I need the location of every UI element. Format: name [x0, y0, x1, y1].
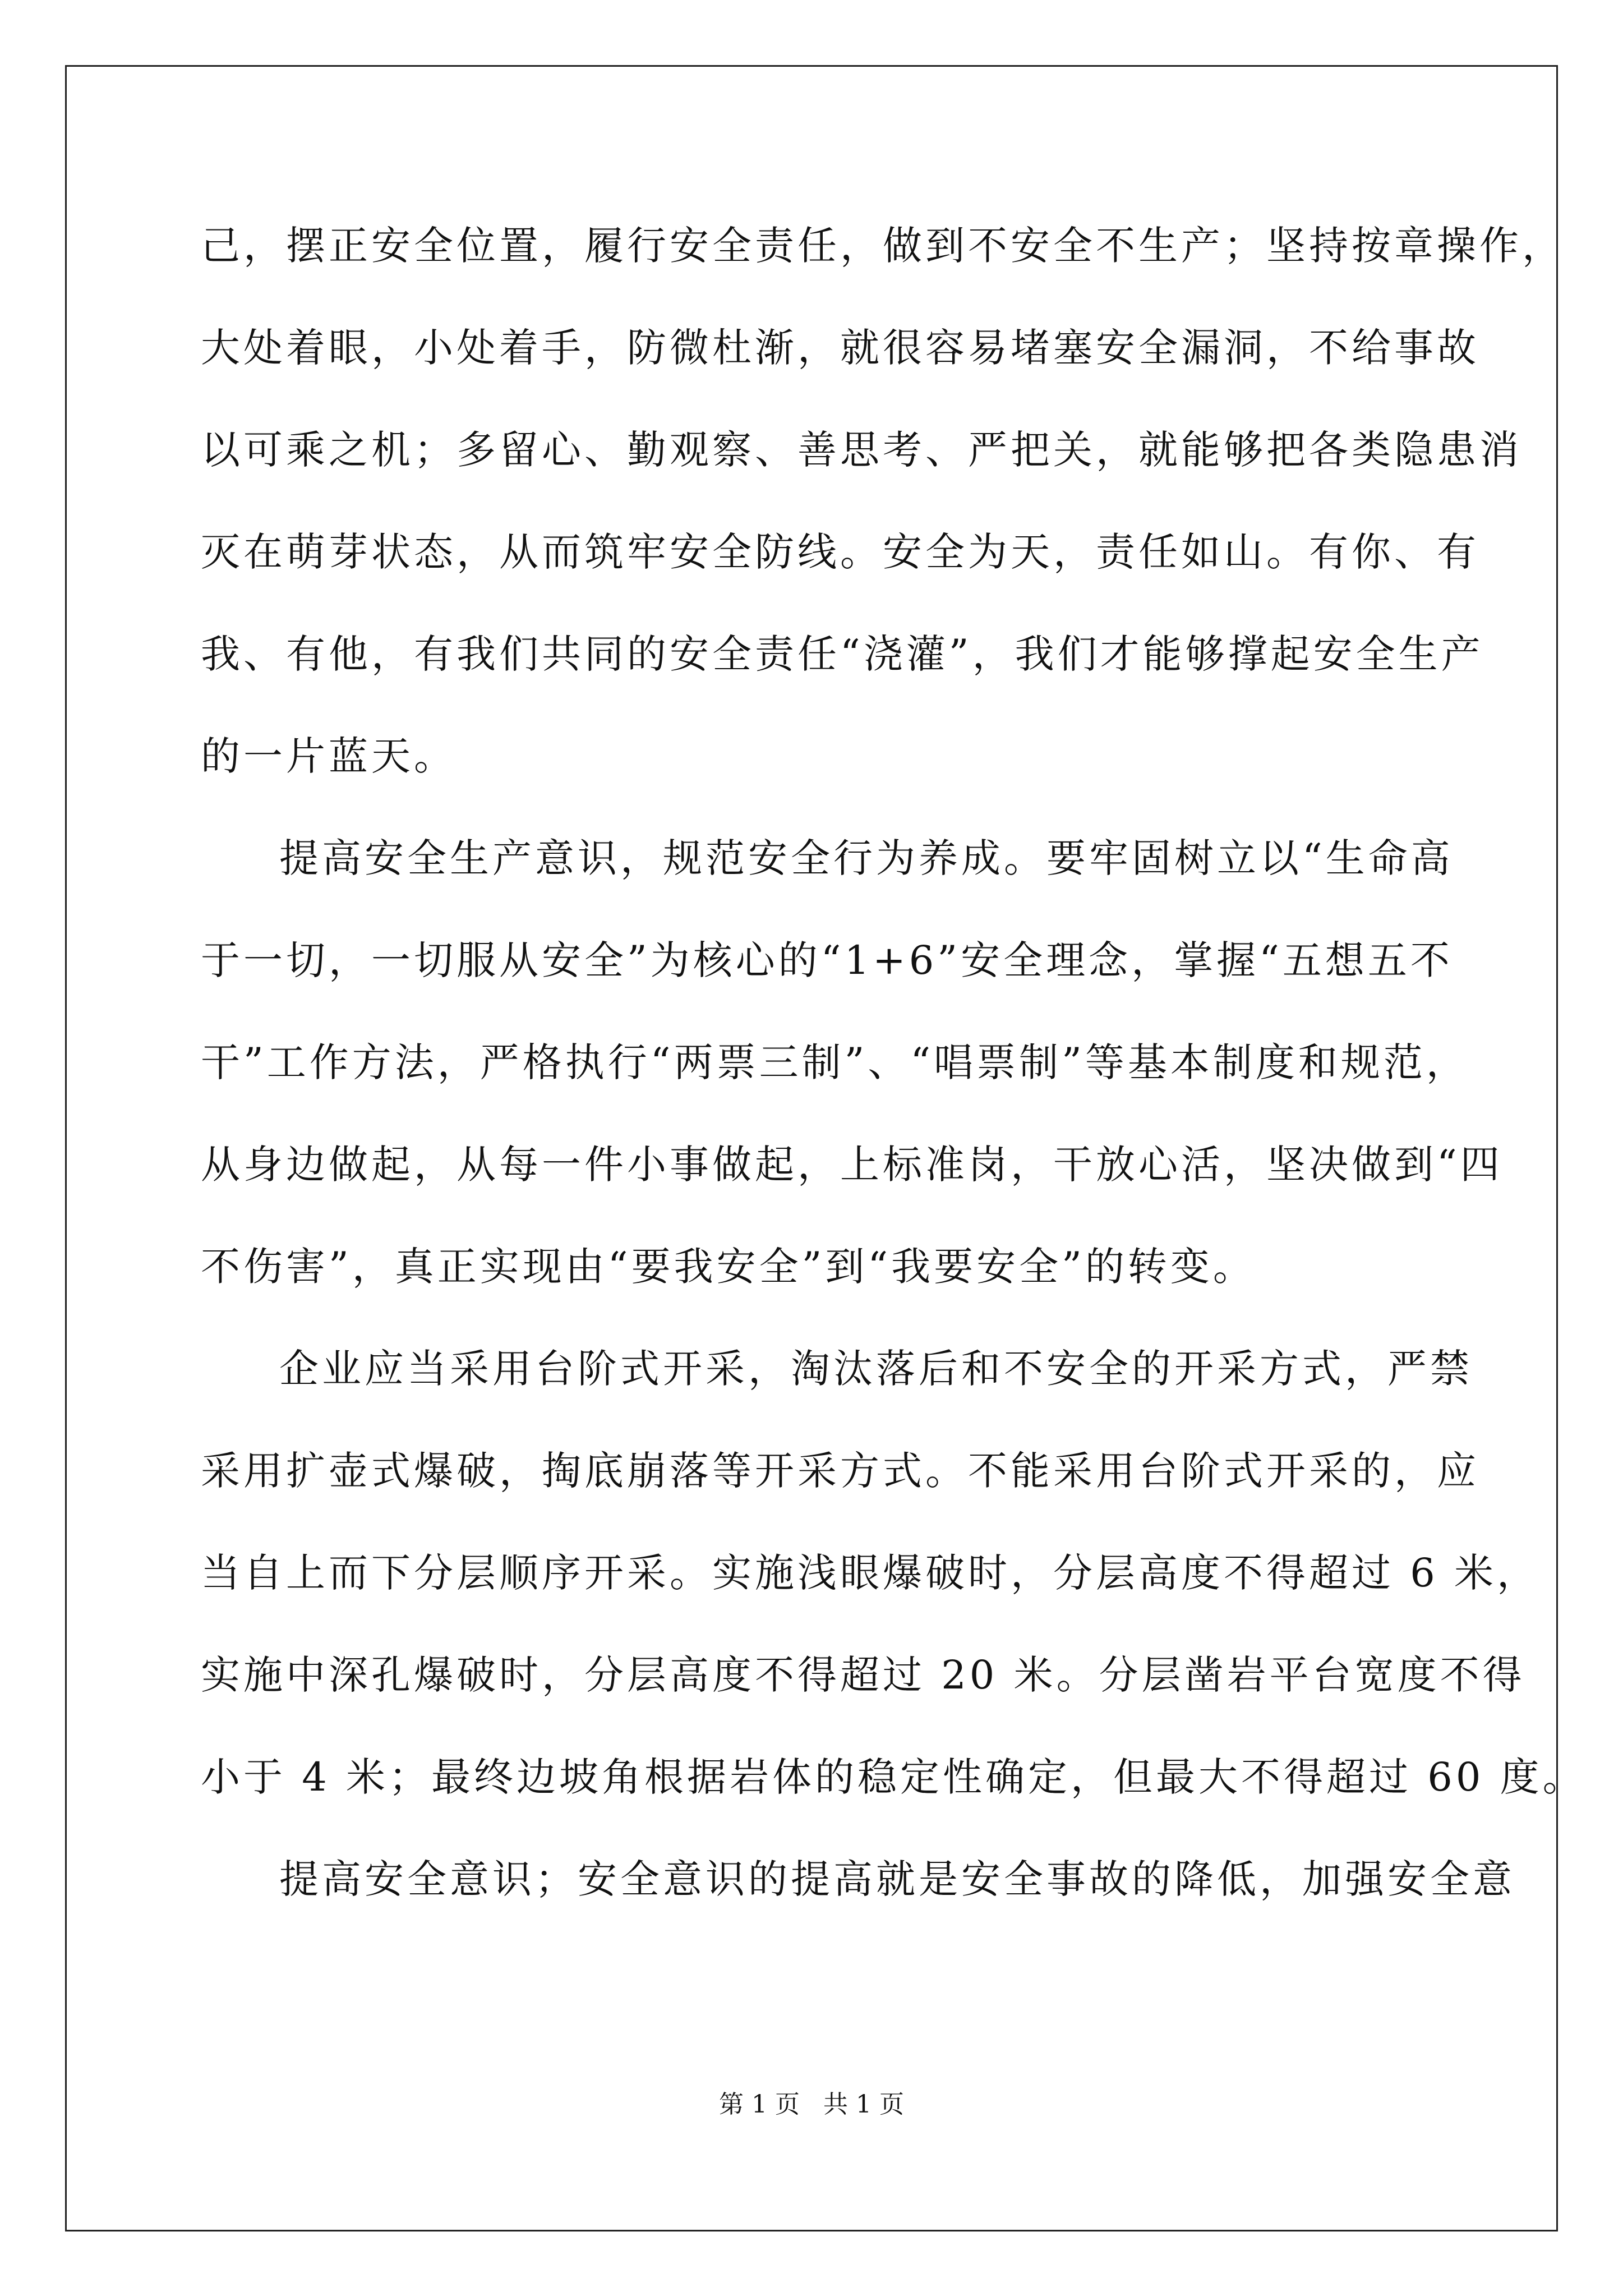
text-line: 我、有他，有我们共同的安全责任“浇灌”，我们才能够撑起安全生产	[201, 631, 1484, 677]
text-line: 的一片蓝天。	[201, 733, 457, 779]
document-body	[201, 213, 1585, 1949]
text-line: 己，摆正安全位置，履行安全责任，做到不安全不生产；坚持按章操作，	[201, 223, 1565, 269]
text-line: 不伤害”，真正实现由“要我安全”到“我要安全”的转变。	[201, 1244, 1256, 1290]
text-line: 于一切，一切服从安全”为核心的“1+6”安全理念，掌握“五想五不	[201, 937, 1453, 983]
text-line: 从身边做起，从每一件小事做起，上标准岗，干放心活，坚决做到“四	[201, 1142, 1503, 1188]
paragraph-first-line: 提高安全生产意识，规范安全行为养成。要牢固树立以“生命高	[279, 835, 1454, 881]
text-line: 小于 4 米；最终边坡角根据岩体的稳定性确定，但最大不得超过 60 度。	[201, 1754, 1585, 1800]
text-line: 大处着眼，小处着手，防微杜渐，就很容易堵塞安全漏洞，不给事故	[201, 325, 1479, 371]
text-line: 采用扩壶式爆破，掏底崩落等开采方式。不能采用台阶式开采的，应	[201, 1448, 1479, 1494]
page-number-footer: 第 1 页 共 1 页	[719, 2090, 904, 2119]
text-line: 以可乘之机；多留心、勤观察、善思考、严把关，就能够把各类隐患消	[201, 427, 1522, 473]
text-line: 实施中深孔爆破时，分层高度不得超过 20 米。分层凿岩平台宽度不得	[201, 1652, 1525, 1698]
text-line: 灭在萌芽状态，从而筑牢安全防线。安全为天，责任如山。有你、有	[201, 529, 1479, 575]
paragraph-first-line: 企业应当采用台阶式开采，淘汰落后和不安全的开采方式，严禁	[279, 1346, 1473, 1392]
paragraph-first-line: 提高安全意识；安全意识的提高就是安全事故的降低，加强安全意	[279, 1856, 1515, 1902]
text-line: 干”工作方法，严格执行“两票三制”、“唱票制”等基本制度和规范，	[201, 1039, 1469, 1085]
text-line: 当自上而下分层顺序开采。实施浅眼爆破时，分层高度不得超过 6 米，	[201, 1550, 1540, 1596]
